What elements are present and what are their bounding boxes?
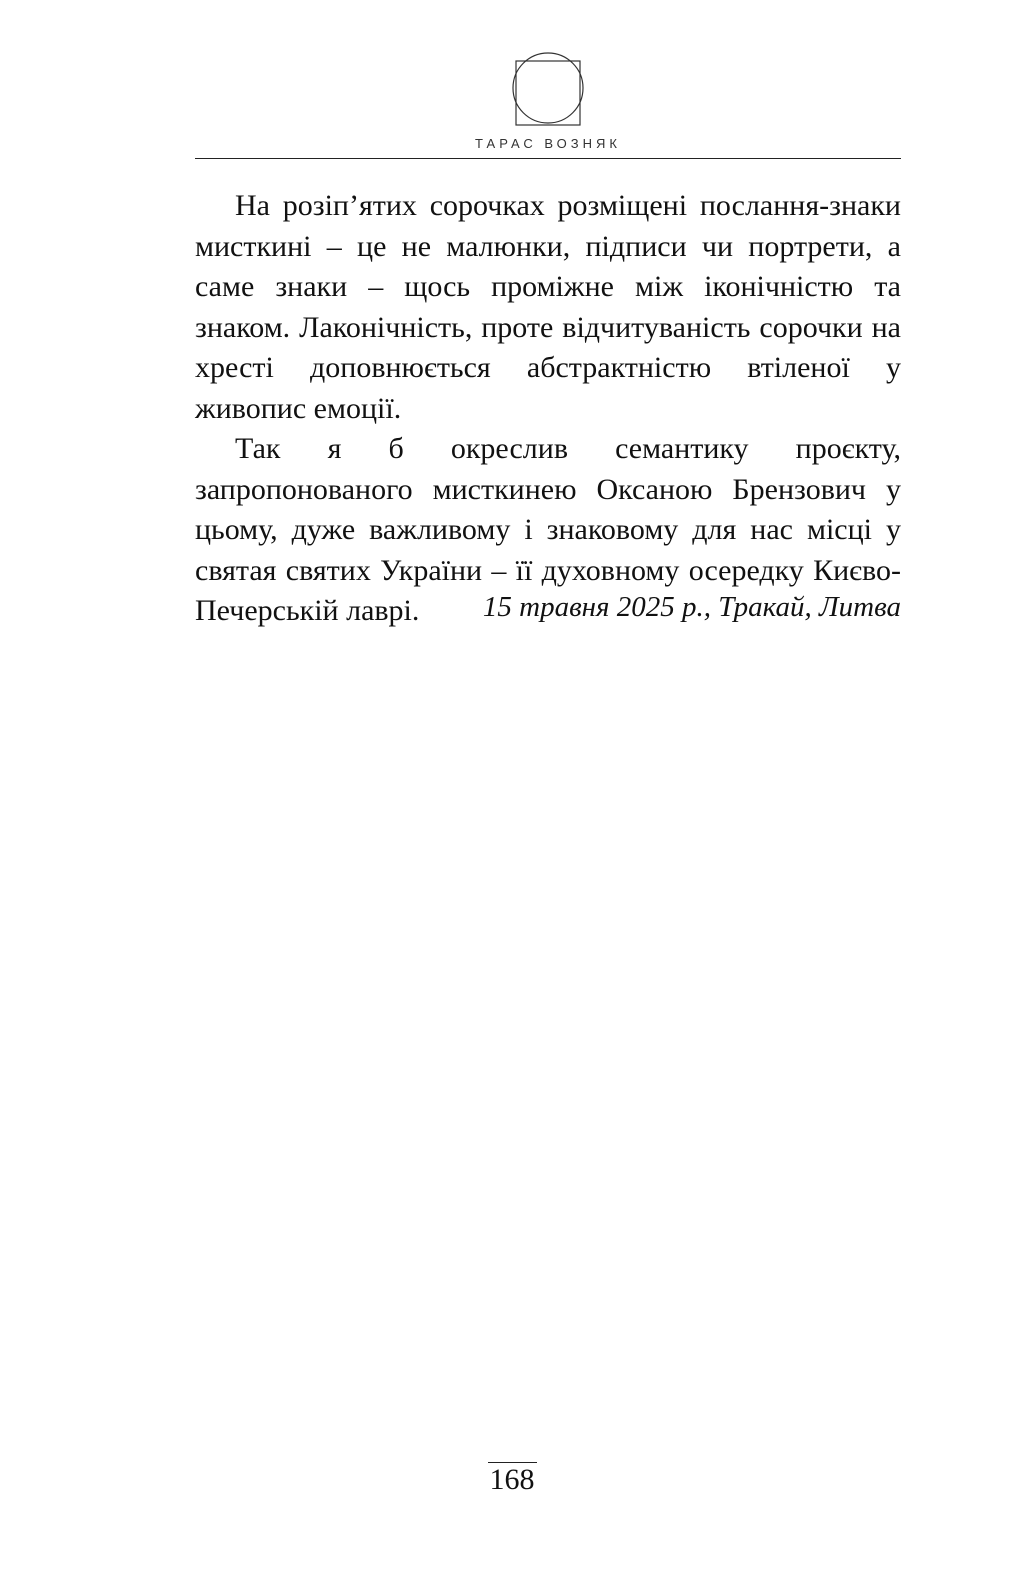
running-head: ТАРАС ВОЗНЯК [475, 136, 621, 151]
circle-square-emblem-icon [508, 46, 588, 130]
body-text [195, 186, 901, 632]
paragraph-2: Так я б окреслив семантику проєкту, запропонованого мисткинею Оксаною Брензович у цьому, дуже важливому і знаковому для нас місці у святая святих України – її духовному осередку Києво-Печерській лаврі. [195, 432, 901, 627]
page-number-container [0, 1462, 1024, 1497]
page-number: 168 [489, 1463, 535, 1496]
byline: 15 травня 2025 р., Тракай, Литва [482, 591, 901, 623]
header-rule [195, 158, 901, 159]
paragraph-1: На розіп’ятих сорочках розміщені послання-знаки мисткині – це не малюнки, підписи чи портрети, а саме знаки – щось проміжне між іконічністю та знаком. Лаконічність, проте відчитуваність сорочки на хресті доповнюється абстрактністю втіленої у живопис емоції. [195, 189, 901, 425]
